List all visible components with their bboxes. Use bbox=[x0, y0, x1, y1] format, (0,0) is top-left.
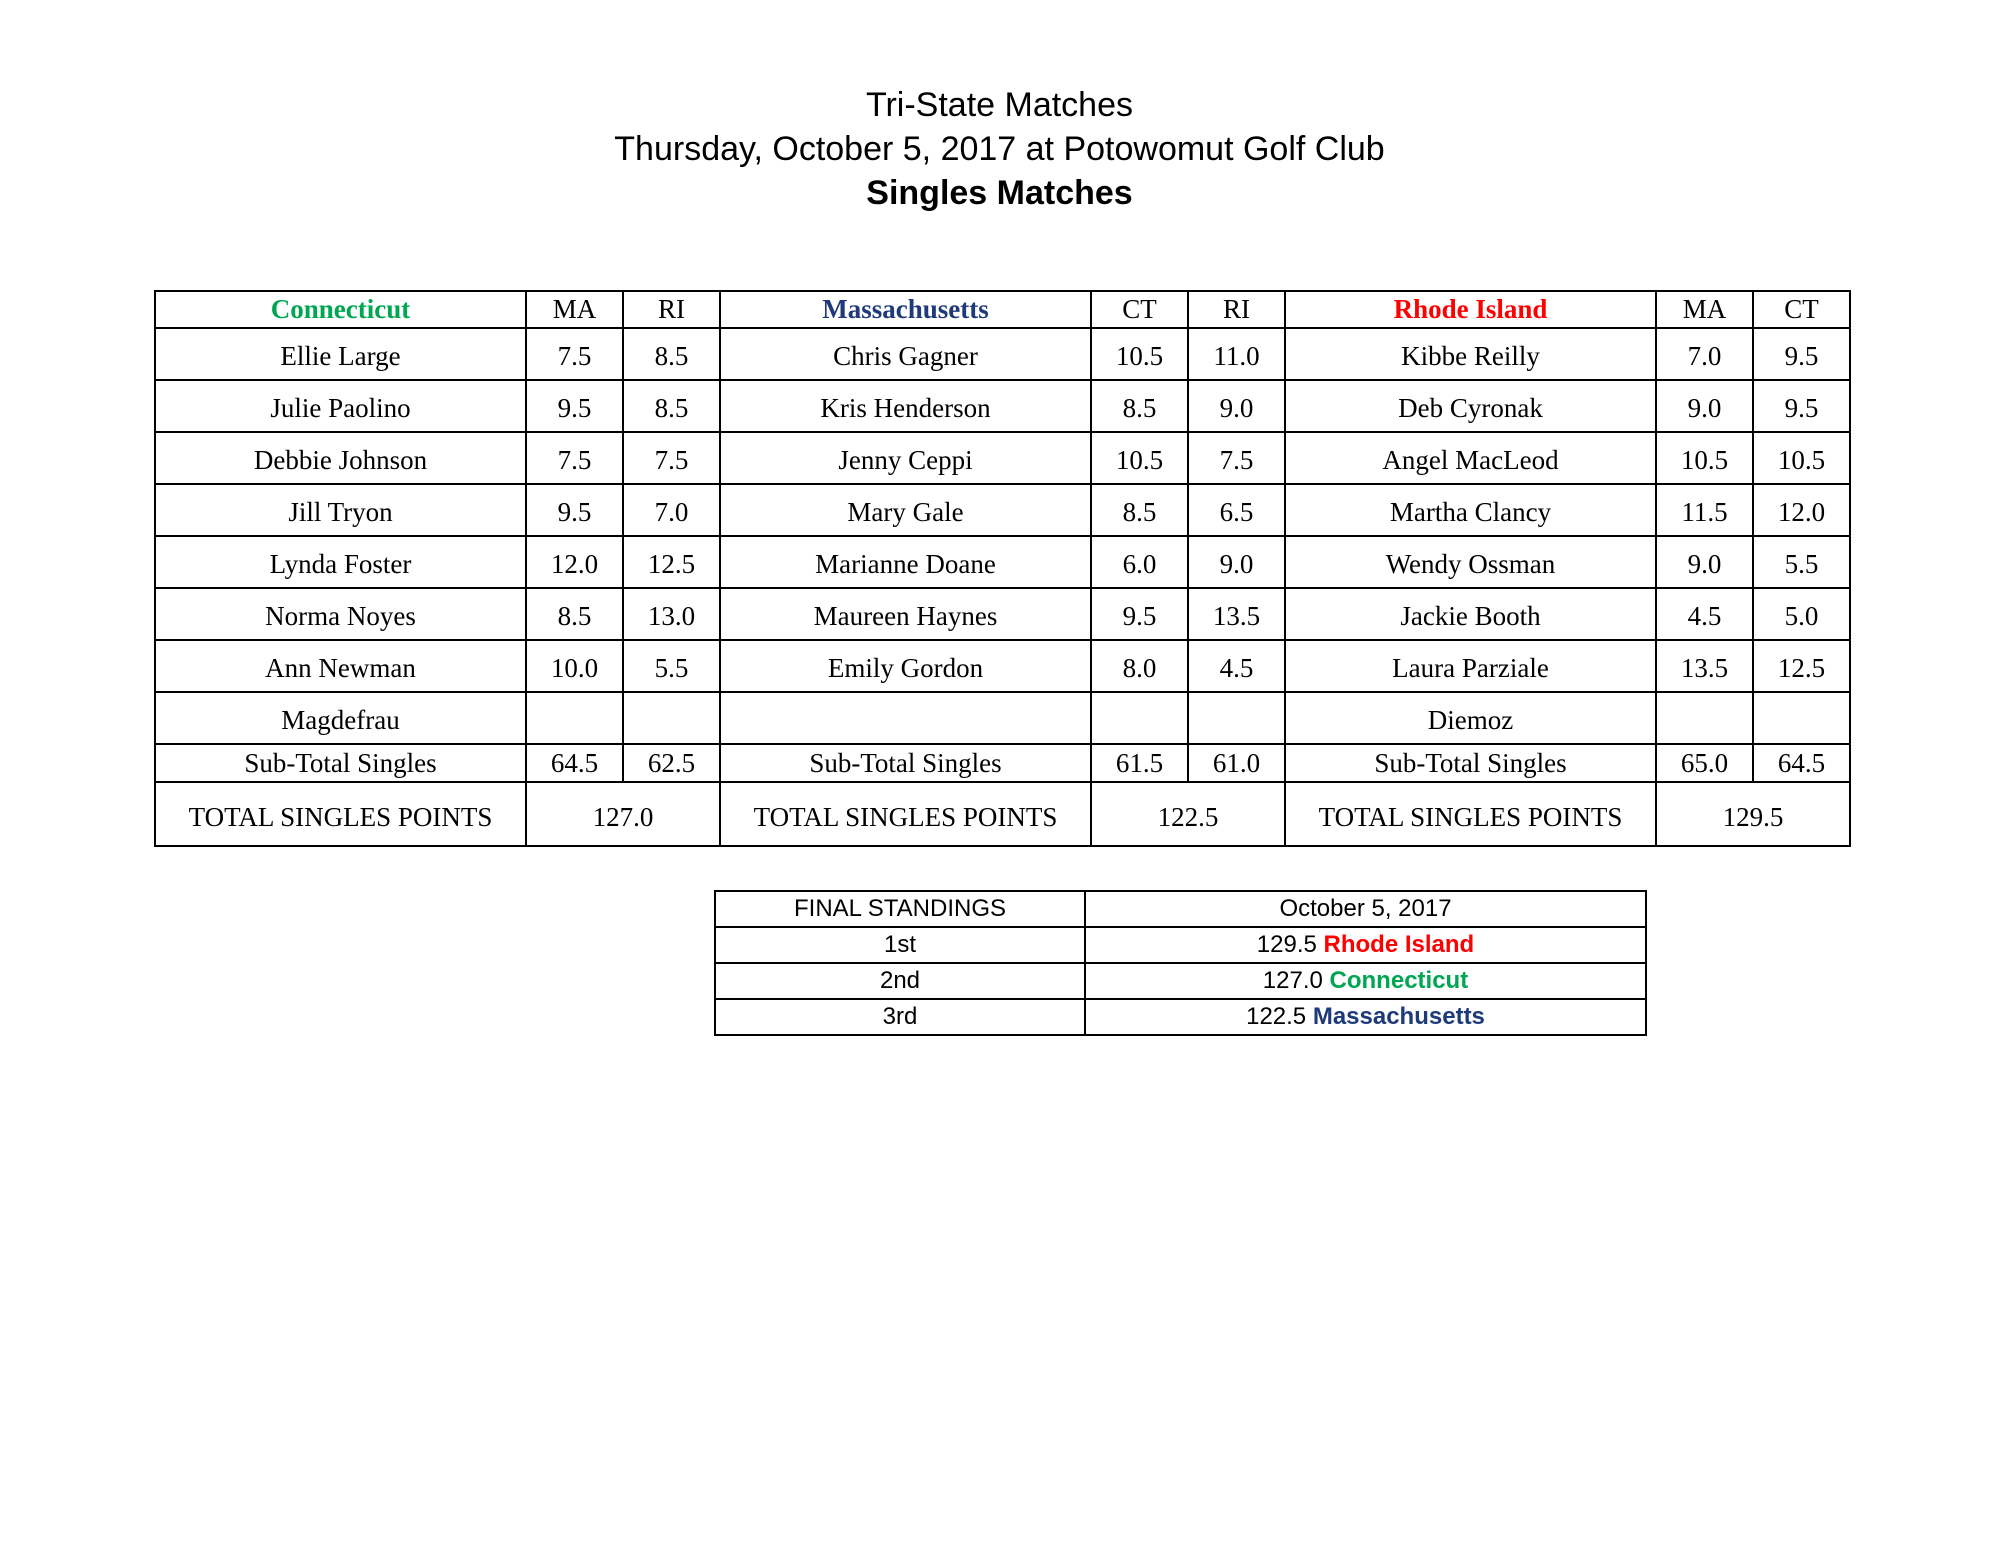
score-cell bbox=[1656, 692, 1753, 744]
score-cell bbox=[526, 692, 623, 744]
score-cell: 4.5 bbox=[1656, 588, 1753, 640]
player-name: Norma Noyes bbox=[155, 588, 526, 640]
total-value: 122.5 bbox=[1091, 782, 1285, 846]
score-cell: 9.0 bbox=[1188, 536, 1285, 588]
score-cell: 9.5 bbox=[1091, 588, 1188, 640]
subtotal-value: 64.5 bbox=[1753, 744, 1850, 782]
score-cell: 11.0 bbox=[1188, 328, 1285, 380]
final-standings-table bbox=[714, 890, 1647, 1036]
player-name: Diemoz bbox=[1285, 692, 1656, 744]
player-name: Julie Paolino bbox=[155, 380, 526, 432]
player-name: Mary Gale bbox=[720, 484, 1091, 536]
score-cell: 10.5 bbox=[1753, 432, 1850, 484]
total-row bbox=[155, 782, 1850, 846]
score-cell: 7.0 bbox=[1656, 328, 1753, 380]
standings-score: 129.5 bbox=[1256, 931, 1317, 958]
score-cell: 7.0 bbox=[623, 484, 720, 536]
opponent-header: CT bbox=[1091, 291, 1188, 328]
player-name: Chris Gagner bbox=[720, 328, 1091, 380]
subtotal-value: 61.0 bbox=[1188, 744, 1285, 782]
table-row bbox=[155, 692, 1850, 744]
final-standings-header bbox=[715, 891, 1646, 927]
player-name: Ann Newman bbox=[155, 640, 526, 692]
page-title: Tri-State Matches bbox=[865, 86, 1134, 124]
singles-scores-table bbox=[154, 290, 1851, 847]
player-name: Lynda Foster bbox=[155, 536, 526, 588]
subtotal-label: Sub-Total Singles bbox=[155, 744, 526, 782]
player-name: Deb Cyronak bbox=[1285, 380, 1656, 432]
score-cell: 7.5 bbox=[1188, 432, 1285, 484]
player-name: Kibbe Reilly bbox=[1285, 328, 1656, 380]
opponent-header: MA bbox=[526, 291, 623, 328]
opponent-header: MA bbox=[1656, 291, 1753, 328]
table-row bbox=[155, 640, 1850, 692]
header-row bbox=[155, 291, 1850, 328]
table-row bbox=[155, 536, 1850, 588]
standings-place: 3rd bbox=[715, 999, 1085, 1035]
score-cell: 7.5 bbox=[526, 432, 623, 484]
player-name: Marianne Doane bbox=[720, 536, 1091, 588]
player-name: Laura Parziale bbox=[1285, 640, 1656, 692]
subtotal-row bbox=[155, 744, 1850, 782]
score-cell: 8.5 bbox=[526, 588, 623, 640]
score-cell: 7.5 bbox=[623, 432, 720, 484]
score-cell: 12.0 bbox=[1753, 484, 1850, 536]
standings-team: Rhode Island bbox=[1323, 931, 1475, 958]
score-cell: 9.5 bbox=[1753, 380, 1850, 432]
player-name: Wendy Ossman bbox=[1285, 536, 1656, 588]
player-name: Emily Gordon bbox=[720, 640, 1091, 692]
standings-row bbox=[715, 963, 1646, 999]
standings-place: 1st bbox=[715, 927, 1085, 963]
opponent-header: RI bbox=[1188, 291, 1285, 328]
score-cell: 8.5 bbox=[1091, 380, 1188, 432]
final-standings-label: FINAL STANDINGS bbox=[715, 891, 1085, 927]
player-name: Kris Henderson bbox=[720, 380, 1091, 432]
score-cell: 7.5 bbox=[526, 328, 623, 380]
section-title: Singles Matches bbox=[866, 174, 1133, 212]
score-cell: 6.5 bbox=[1188, 484, 1285, 536]
score-cell: 8.5 bbox=[1091, 484, 1188, 536]
table-row bbox=[155, 328, 1850, 380]
standings-team: Connecticut bbox=[1329, 967, 1469, 994]
standings-row bbox=[715, 927, 1646, 963]
team-name-header: Rhode Island bbox=[1285, 291, 1656, 328]
table-row bbox=[155, 588, 1850, 640]
standings-score: 122.5 bbox=[1246, 1003, 1307, 1030]
player-name bbox=[720, 692, 1091, 744]
total-value: 127.0 bbox=[526, 782, 720, 846]
final-standings-date: October 5, 2017 bbox=[1085, 891, 1646, 927]
score-cell: 13.5 bbox=[1656, 640, 1753, 692]
subtotal-value: 64.5 bbox=[526, 744, 623, 782]
player-name: Angel MacLeod bbox=[1285, 432, 1656, 484]
score-cell: 12.5 bbox=[623, 536, 720, 588]
score-cell: 8.0 bbox=[1091, 640, 1188, 692]
player-name: Debbie Johnson bbox=[155, 432, 526, 484]
score-cell: 10.5 bbox=[1091, 328, 1188, 380]
player-name: Jill Tryon bbox=[155, 484, 526, 536]
standings-score: 127.0 bbox=[1262, 967, 1323, 994]
player-name: Martha Clancy bbox=[1285, 484, 1656, 536]
score-cell: 9.0 bbox=[1188, 380, 1285, 432]
standings-row bbox=[715, 999, 1646, 1035]
subtotal-label: Sub-Total Singles bbox=[1285, 744, 1656, 782]
opponent-header: RI bbox=[623, 291, 720, 328]
standings-result bbox=[1085, 999, 1646, 1035]
score-cell bbox=[1091, 692, 1188, 744]
table-row bbox=[155, 484, 1850, 536]
score-cell: 13.0 bbox=[623, 588, 720, 640]
score-cell: 5.5 bbox=[623, 640, 720, 692]
player-name: Magdefrau bbox=[155, 692, 526, 744]
player-name: Ellie Large bbox=[155, 328, 526, 380]
score-cell: 8.5 bbox=[623, 328, 720, 380]
score-cell: 12.5 bbox=[1753, 640, 1850, 692]
event-subtitle: Thursday, October 5, 2017 at Potowomut Golf Club bbox=[614, 130, 1385, 168]
team-name-header: Massachusetts bbox=[720, 291, 1091, 328]
score-cell: 10.5 bbox=[1656, 432, 1753, 484]
player-name: Maureen Haynes bbox=[720, 588, 1091, 640]
score-cell: 12.0 bbox=[526, 536, 623, 588]
player-name: Jenny Ceppi bbox=[720, 432, 1091, 484]
score-cell bbox=[623, 692, 720, 744]
score-cell: 9.0 bbox=[1656, 536, 1753, 588]
score-cell: 9.0 bbox=[1656, 380, 1753, 432]
score-cell: 9.5 bbox=[526, 380, 623, 432]
score-cell: 9.5 bbox=[1753, 328, 1850, 380]
subtotal-value: 62.5 bbox=[623, 744, 720, 782]
standings-result bbox=[1085, 927, 1646, 963]
table-row bbox=[155, 432, 1850, 484]
total-label: TOTAL SINGLES POINTS bbox=[720, 782, 1091, 846]
total-label: TOTAL SINGLES POINTS bbox=[155, 782, 526, 846]
standings-result bbox=[1085, 963, 1646, 999]
score-cell: 10.0 bbox=[526, 640, 623, 692]
subtotal-label: Sub-Total Singles bbox=[720, 744, 1091, 782]
score-cell: 8.5 bbox=[623, 380, 720, 432]
score-cell: 11.5 bbox=[1656, 484, 1753, 536]
score-cell: 4.5 bbox=[1188, 640, 1285, 692]
subtotal-value: 61.5 bbox=[1091, 744, 1188, 782]
score-cell bbox=[1753, 692, 1850, 744]
table-row bbox=[155, 380, 1850, 432]
total-value: 129.5 bbox=[1656, 782, 1850, 846]
opponent-header: CT bbox=[1753, 291, 1850, 328]
score-cell: 10.5 bbox=[1091, 432, 1188, 484]
score-cell: 5.0 bbox=[1753, 588, 1850, 640]
score-cell: 6.0 bbox=[1091, 536, 1188, 588]
standings-team: Massachusetts bbox=[1312, 1003, 1485, 1030]
total-label: TOTAL SINGLES POINTS bbox=[1285, 782, 1656, 846]
team-name-header: Connecticut bbox=[155, 291, 526, 328]
score-cell: 5.5 bbox=[1753, 536, 1850, 588]
score-cell: 9.5 bbox=[526, 484, 623, 536]
player-name: Jackie Booth bbox=[1285, 588, 1656, 640]
subtotal-value: 65.0 bbox=[1656, 744, 1753, 782]
score-cell: 13.5 bbox=[1188, 588, 1285, 640]
score-cell bbox=[1188, 692, 1285, 744]
standings-place: 2nd bbox=[715, 963, 1085, 999]
